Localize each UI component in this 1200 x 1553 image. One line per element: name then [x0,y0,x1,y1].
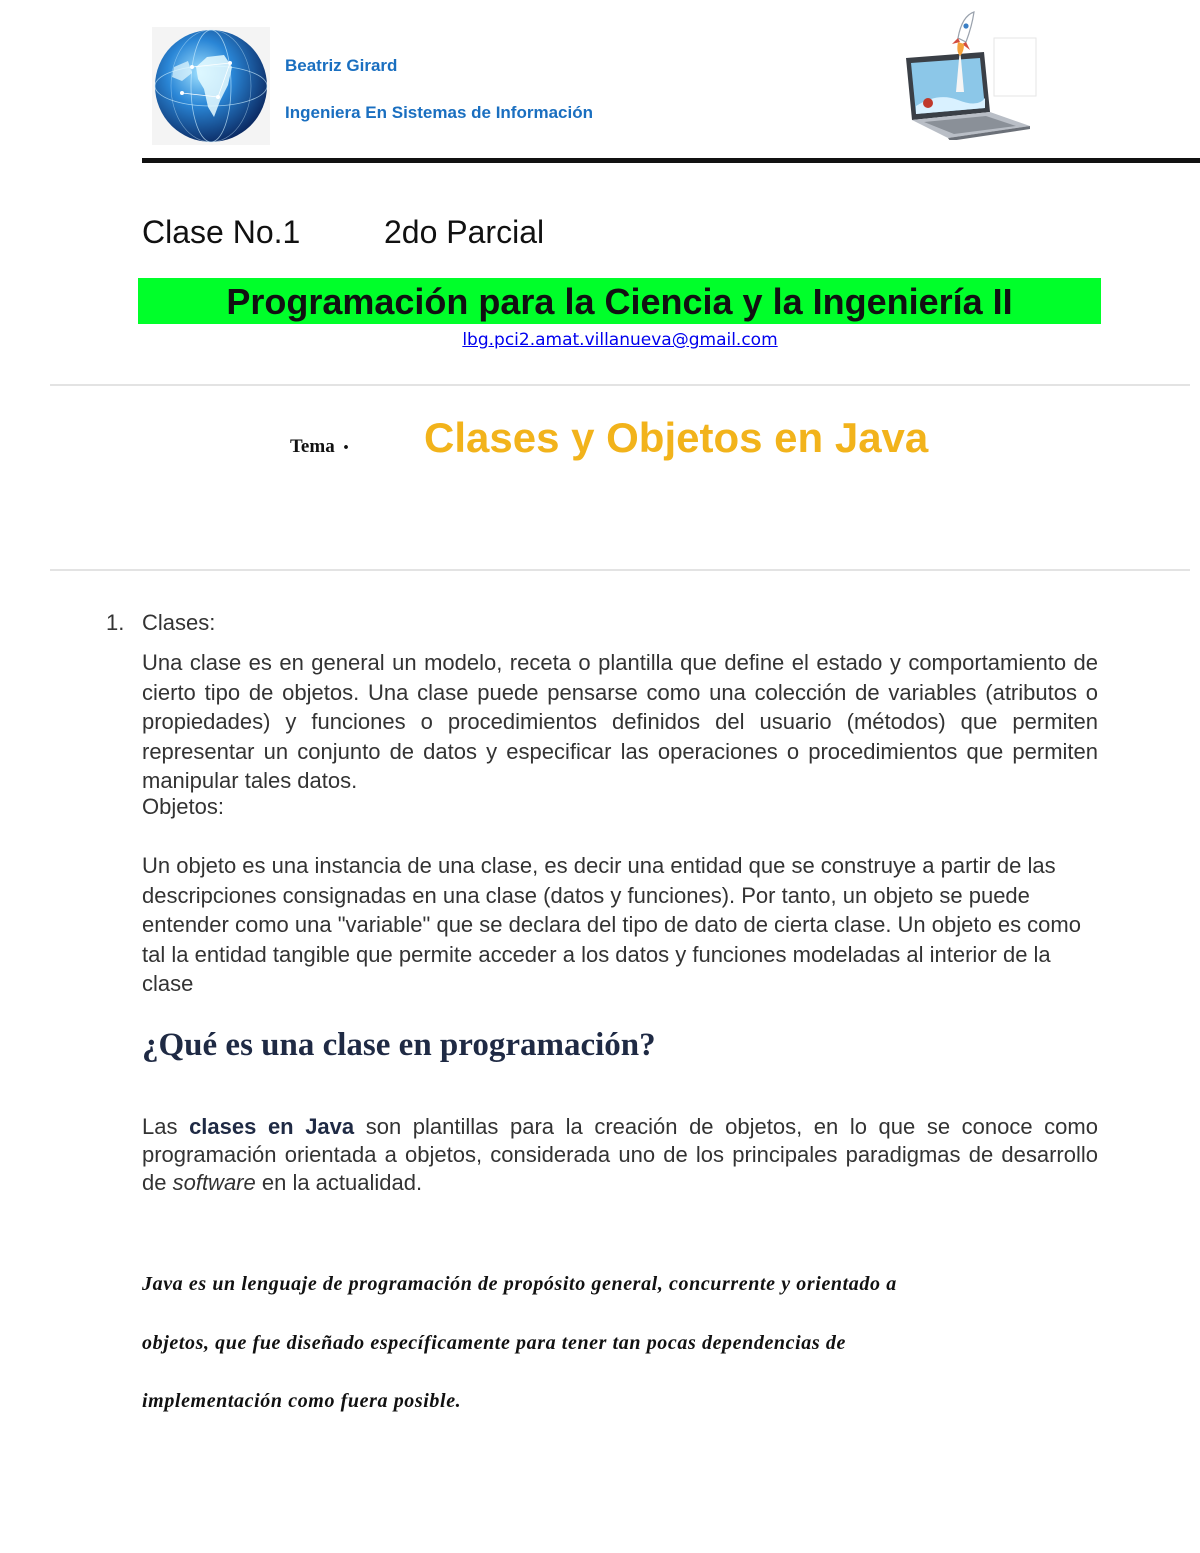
section-heading: ¿Qué es una clase en programación? [142,1027,656,1063]
java-quote-line: Java es un lenguaje de programación de propósito general, concurrente y orientado a [142,1273,897,1295]
paragraph-text: en la actualidad. [255,1170,423,1195]
laptop-rocket-icon [898,8,1038,140]
topic-title: Clases y Objetos en Java [424,414,929,461]
partial-label: 2do Parcial [384,214,545,250]
author-name: Beatriz Girard [285,56,398,75]
tema-dot: . [343,429,349,455]
paragraph-text: son plantillas para la creación de objetos, en lo que se conoce como programación orientada a objetos, considerada uno de los principales paradigmas de desarrollo de [142,1114,1098,1195]
section-divider [50,569,1190,571]
java-quote-line: implementación como fuera posible. [142,1390,462,1412]
paragraph-text: Las [142,1114,190,1139]
clases-paragraph: Una clase es en general un modelo, receta o plantilla que define el estado y comportamiento de cierto tipo de objetos. Una clase puede pensarse como una colección de variables (atributos o propiedades) y funciones o procedimientos definidos del usuario (métodos) que permiten representar un conjunto de datos y especificar las operaciones o procedimientos que permiten manipular tales datos. [142,650,1098,793]
bold-term: clases en Java [189,1114,355,1139]
class-number: Clase No.1 [142,214,301,250]
globe-logo-icon [152,27,270,145]
list-number: 1. [106,610,125,635]
objetos-paragraph: Un objeto es una instancia de una clase, es decir una entidad que se construye a partir de las descripciones consignadas en una clase (datos y funciones). Por tanto, un objeto se puede entender como una "variable" que se declara del tipo de dato de cierta clase. Un objeto es como tal la entidad tangible que permite acceder a los datos y funciones modeladas al interior de la clase [142,853,1081,996]
section-divider [50,384,1190,386]
java-classes-paragraph [142,1113,1098,1197]
author-role: Ingeniera En Sistemas de Información [285,103,593,122]
course-title: Programación para la Ciencia y la Ingeniería II [226,281,1013,322]
objetos-heading: Objetos: [142,794,224,819]
italic-term: software [172,1170,256,1195]
header-divider [142,158,1200,163]
java-quote-line: objetos, que fue diseñado específicamente para tener tan pocas dependencias de [142,1332,846,1354]
clases-heading: Clases: [142,610,216,635]
tema-label: Tema [290,436,335,457]
contact-email-link[interactable]: lbg.pci2.amat.villanueva@gmail.com [462,330,778,350]
